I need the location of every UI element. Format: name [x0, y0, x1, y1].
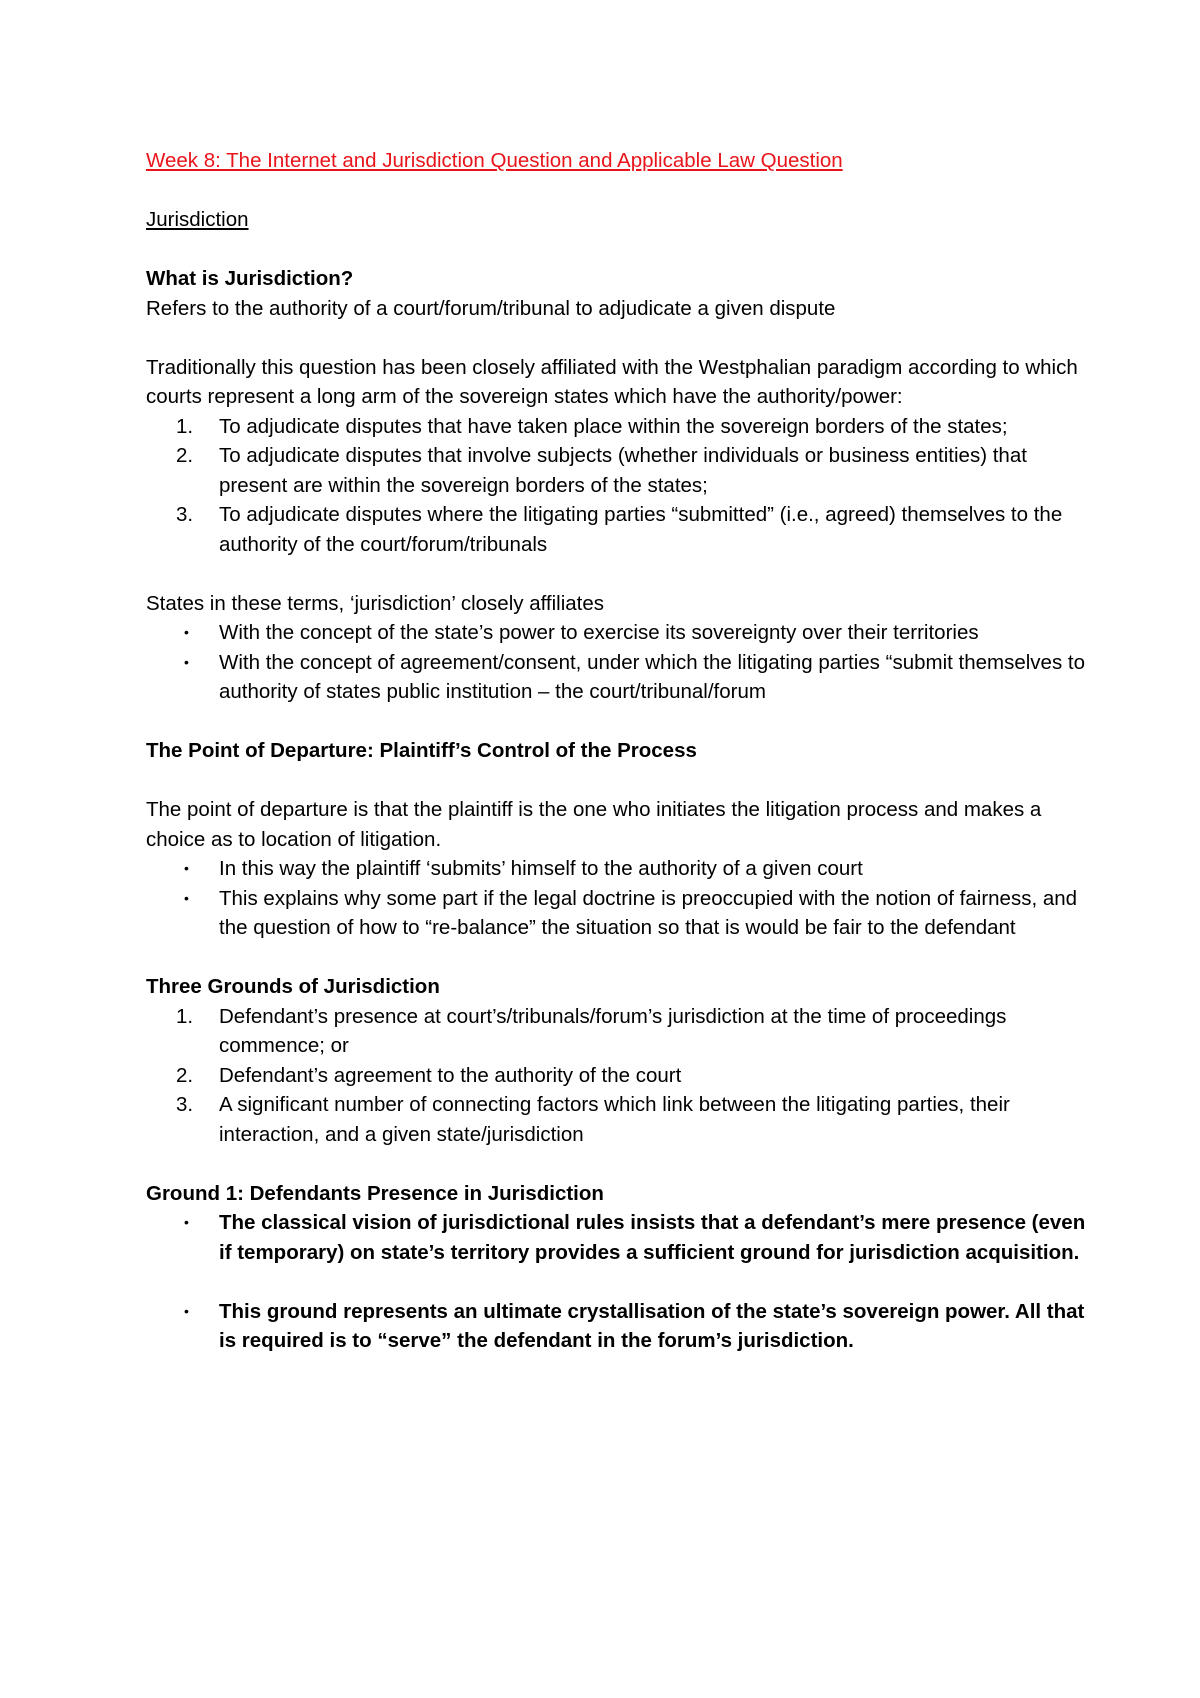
- list-item: [146, 1208, 1086, 1267]
- document-page: [146, 146, 1086, 1356]
- list-item: [146, 884, 1086, 943]
- list-item-text: In this way the plaintiff ‘submits’ himself to the authority of a given court: [219, 857, 863, 880]
- heading-what-is-jurisdiction: What is Jurisdiction?: [146, 267, 354, 290]
- document-title: Week 8: The Internet and Jurisdiction Question and Applicable Law Question: [146, 149, 843, 172]
- heading-point-of-departure: The Point of Departure: Plaintiff’s Control of the Process: [146, 739, 697, 762]
- list-item-text: The classical vision of jurisdictional rules insists that a defendant’s mere presence (even if temporary) on state’s territory provides a sufficient ground for jurisdiction acquisition.: [219, 1211, 1086, 1264]
- ground1-bullet-list: [146, 1208, 1086, 1267]
- list-item: [146, 854, 1086, 884]
- definition-paragraph: Refers to the authority of a court/forum/tribunal to adjudicate a given dispute: [146, 296, 836, 320]
- list-number: 1.: [176, 414, 194, 438]
- heading-ground-1: Ground 1: Defendants Presence in Jurisdiction: [146, 1181, 604, 1205]
- list-item-text: To adjudicate disputes where the litigating parties “submitted” (i.e., agreed) themselves to the authority of the court/forum/tribunals: [219, 503, 1063, 556]
- departure-bullet-list: [146, 854, 1086, 943]
- list-item-text: With the concept of agreement/consent, under which the litigating parties “submit themselves to authority of states public institution – the court/tribunal/forum: [219, 650, 1086, 703]
- states-paragraph: States in these terms, ‘jurisdiction’ closely affiliates: [146, 591, 605, 615]
- list-number: 2.: [176, 444, 194, 467]
- departure-paragraph: The point of departure is that the plaintiff is the one who initiates the litigation process and makes a choice as to location of litigation.: [146, 798, 1042, 851]
- list-item-text: Defendant’s presence at court’s/tribunals/forum’s jurisdiction at the time of proceedings commence; or: [219, 1004, 1007, 1057]
- list-item: [146, 441, 1086, 500]
- list-item: [146, 412, 1086, 442]
- list-item-text: To adjudicate disputes that have taken place within the sovereign borders of the states;: [219, 414, 1008, 438]
- list-number: 1.: [176, 1004, 194, 1028]
- grounds-list: [146, 1002, 1086, 1150]
- list-item-text: This explains why some part if the legal doctrine is preoccupied with the notion of fairness, and the question of how to “re-balance” the situation so that is would be fair to the defendant: [219, 886, 1078, 939]
- list-item-text: This ground represents an ultimate crystallisation of the state’s sovereign power. All that is required is to “serve” the defendant in the forum’s jurisdiction.: [219, 1299, 1085, 1352]
- list-number: 3.: [176, 503, 194, 526]
- bullet-icon: •: [184, 1214, 189, 1230]
- list-item-text: With the concept of the state’s power to exercise its sovereignty over their territories: [219, 621, 979, 644]
- authority-list: [146, 412, 1086, 560]
- states-bullet-list: [146, 618, 1086, 707]
- bullet-icon: •: [184, 624, 189, 640]
- list-item: [146, 1297, 1086, 1356]
- traditional-paragraph: Traditionally this question has been closely affiliated with the Westphalian paradigm according to which courts represent a long arm of the sovereign states which have the authority/power:: [146, 355, 1078, 408]
- list-number: 2.: [176, 1063, 194, 1087]
- list-number: 3.: [176, 1093, 194, 1116]
- list-item: [146, 500, 1086, 559]
- list-item: [146, 1090, 1086, 1149]
- bullet-icon: •: [184, 1302, 189, 1319]
- list-item: [146, 648, 1086, 707]
- list-item-text: Defendant’s agreement to the authority of the court: [219, 1063, 682, 1087]
- list-item: [146, 1061, 1086, 1091]
- bullet-icon: •: [184, 653, 189, 670]
- list-item-text: A significant number of connecting factors which link between the litigating parties, their interaction, and a given state/jurisdiction: [219, 1093, 1010, 1146]
- list-item: [146, 618, 1086, 648]
- ground1-bullet-list-2: [146, 1297, 1086, 1356]
- list-item-text: To adjudicate disputes that involve subjects (whether individuals or business entities) that present are within the sovereign borders of the states;: [219, 444, 1027, 497]
- bullet-icon: •: [184, 860, 189, 876]
- bullet-icon: •: [184, 889, 189, 906]
- heading-three-grounds: Three Grounds of Jurisdiction: [146, 975, 440, 998]
- section-heading-jurisdiction: Jurisdiction: [146, 208, 249, 231]
- list-item: [146, 1002, 1086, 1061]
